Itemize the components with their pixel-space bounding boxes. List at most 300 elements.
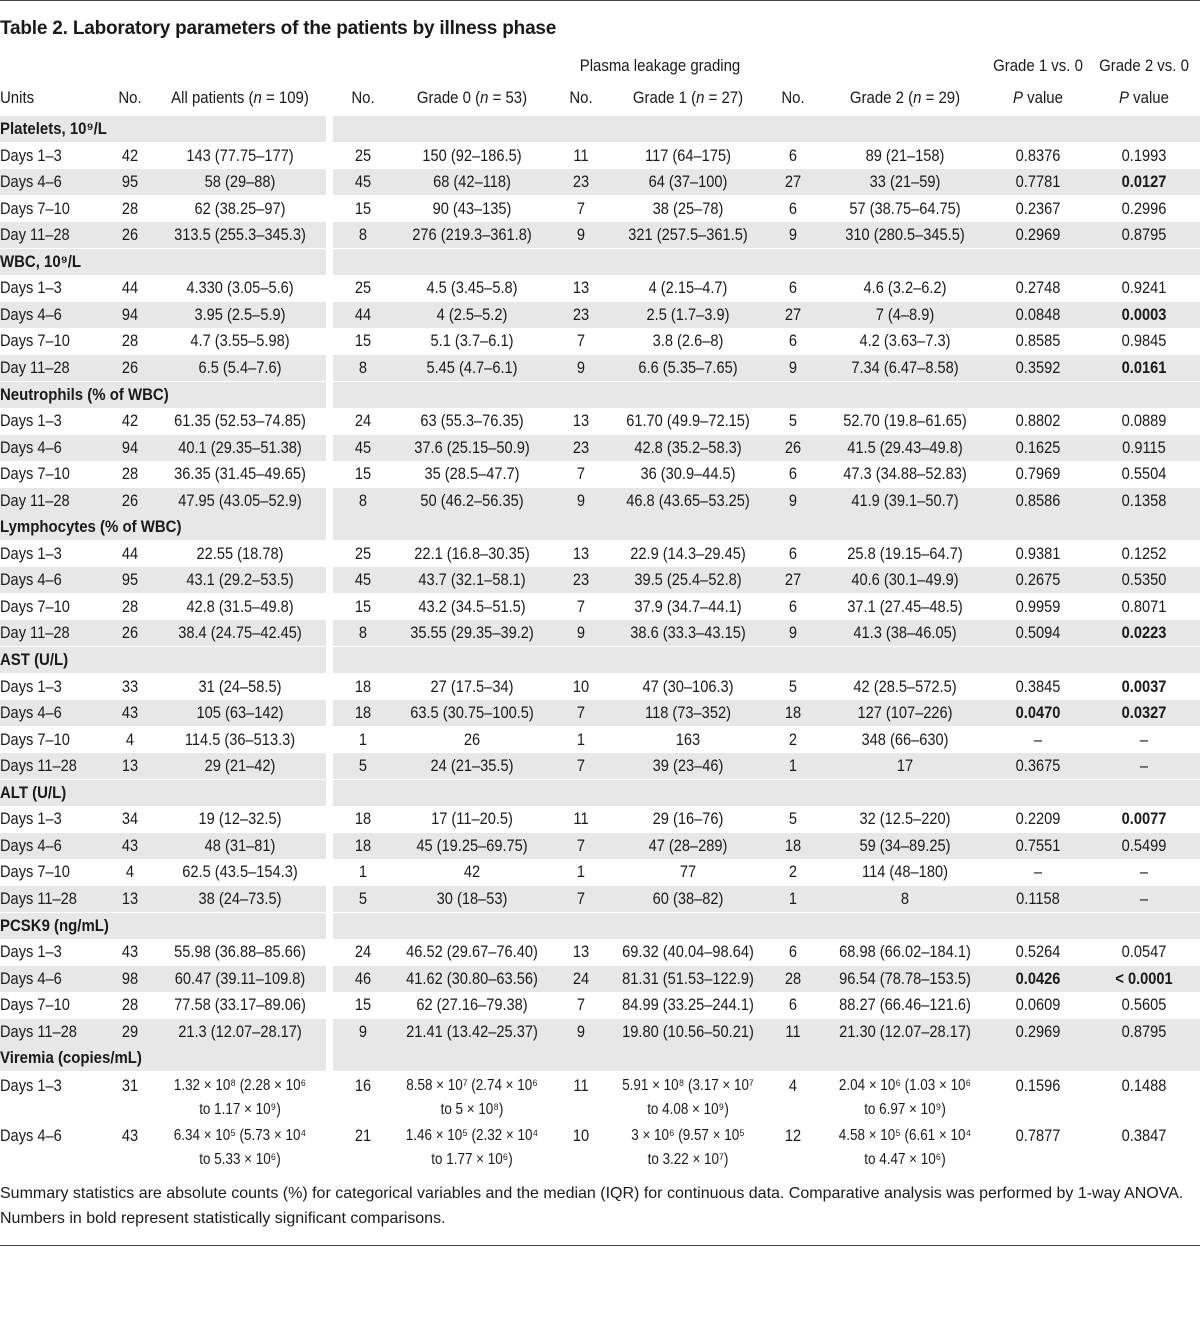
cell-p1: 0.7551 <box>1015 835 1061 855</box>
cell-all: 31 (24–58.5) <box>198 676 282 696</box>
table-footnote: Summary statistics are absolute counts (%) for categorical variables and the median (IQR) for continuous data. Comparative analysis was performed by 1-way ANOVA. Numbers in bold represent statistically significant comparisons. <box>0 1185 1184 1227</box>
cell-n0: 15 <box>354 596 372 616</box>
cell-p2: – <box>1139 888 1149 908</box>
cell-p2: 0.5499 <box>1121 835 1167 855</box>
table-row <box>0 488 1200 514</box>
cell-p2: – <box>1139 729 1149 749</box>
cell-n1: 23 <box>572 570 590 590</box>
row-shading <box>983 780 1200 806</box>
cell-all: 143 (77.75–177) <box>186 145 294 165</box>
cell-g2: 57 (38.75–64.75) <box>849 198 961 218</box>
cell-g1-1: 5.91 × 10⁸ (3.17 × 10⁷ <box>622 1076 754 1094</box>
cell-all: 40.1 (29.35–51.38) <box>178 437 302 457</box>
cell-g2-2: to 4.47 × 10⁶) <box>864 1150 946 1168</box>
cell-g1: 19.80 (10.56–50.21) <box>622 1021 754 1041</box>
cell-p1: 0.7877 <box>1015 1125 1061 1145</box>
cell-n0: 24 <box>354 411 372 431</box>
cell-label: Days 7–10 <box>0 596 70 616</box>
table-row <box>0 328 1200 354</box>
cell-g2-2: to 6.97 × 10⁹) <box>864 1100 946 1118</box>
table-row <box>0 966 1200 992</box>
cell-n2: 9 <box>788 225 798 245</box>
cell-p2: 0.0547 <box>1121 942 1167 962</box>
cell-n0: 8 <box>358 623 368 643</box>
cell-p2: 0.0077 <box>1121 809 1167 829</box>
cell-n2: 27 <box>784 172 802 192</box>
cell-g2: 88.27 (66.46–121.6) <box>839 995 971 1015</box>
cell-n-all: 43 <box>121 703 139 723</box>
cell-g2: 127 (107–226) <box>857 703 953 723</box>
cell-n-all: 13 <box>121 888 139 908</box>
cell-n1: 11 <box>573 145 589 165</box>
cell-p2: 0.9241 <box>1121 278 1167 298</box>
cell-n0: 15 <box>354 331 372 351</box>
cell-n0: 45 <box>354 172 372 192</box>
cell-all-2: to 1.17 × 10⁹) <box>199 1100 281 1118</box>
cell-g0-1: 1.46 × 10⁵ (2.32 × 10⁴ <box>405 1126 539 1144</box>
cell-g2: 21.30 (12.07–28.17) <box>839 1021 971 1041</box>
cell-label: Days 11–28 <box>0 756 77 776</box>
cell-g1: 61.70 (49.9–72.15) <box>626 411 750 431</box>
cell-n0: 15 <box>354 198 372 218</box>
no-header-grade1: No. <box>569 88 593 107</box>
cell-p2: 0.1252 <box>1121 543 1167 563</box>
cell-n-all: 98 <box>121 968 139 988</box>
cell-g2: 114 (48–180) <box>862 862 948 882</box>
cell-g0-2: to 1.77 × 10⁶) <box>431 1150 513 1168</box>
cell-g2: 32 (12.5–220) <box>859 809 951 829</box>
cell-p1: 0.1158 <box>1016 888 1060 908</box>
cell-n-all: 34 <box>121 809 139 829</box>
cell-n2: 9 <box>788 357 798 377</box>
cell-n2: 1 <box>788 756 798 776</box>
cell-label: Days 7–10 <box>0 198 70 218</box>
cell-p2: – <box>1139 862 1149 882</box>
table-row <box>0 302 1200 328</box>
cell-g1: 2.5 (1.7–3.9) <box>646 304 730 324</box>
cell-g0: 30 (18–53) <box>436 888 508 908</box>
group-header <box>0 1045 1200 1071</box>
table-row <box>0 727 1200 753</box>
cell-g2: 59 (34–89.25) <box>859 835 951 855</box>
cell-g2: 37.1 (27.45–48.5) <box>847 596 963 616</box>
cell-n1: 13 <box>572 942 590 962</box>
cell-p1: 0.2209 <box>1015 809 1061 829</box>
cell-g1: 39.5 (25.4–52.8) <box>634 570 742 590</box>
cell-n-all: 95 <box>121 570 139 590</box>
cell-n1: 7 <box>576 331 586 351</box>
cell-all: 3.95 (2.5–5.9) <box>194 304 286 324</box>
cell-n0: 25 <box>354 278 372 298</box>
cell-label: Days 11–28 <box>0 888 77 908</box>
cell-g1: 77 <box>679 862 697 882</box>
table-row <box>0 859 1200 885</box>
group-header <box>0 647 1200 673</box>
group-header <box>0 780 1200 806</box>
cell-p2: 0.0223 <box>1121 623 1167 643</box>
cell-n2: 6 <box>788 331 798 351</box>
cell-n0: 15 <box>354 995 372 1015</box>
row-shading <box>983 116 1200 142</box>
cell-n-all: 29 <box>121 1021 139 1041</box>
table-row <box>0 143 1200 169</box>
cell-g0: 27 (17.5–34) <box>430 676 514 696</box>
cell-n1: 7 <box>576 596 586 616</box>
cell-label: Days 4–6 <box>0 835 62 855</box>
cell-label: Days 4–6 <box>0 172 62 192</box>
cell-g2: 7 (4–8.9) <box>875 304 935 324</box>
group-header <box>0 913 1200 939</box>
cell-n-all: 28 <box>121 198 139 218</box>
cell-g0: 22.1 (16.8–30.35) <box>414 543 530 563</box>
cell-label: Days 7–10 <box>0 331 70 351</box>
cell-label: Day 11–28 <box>0 357 70 377</box>
cell-p2: – <box>1139 756 1149 776</box>
cell-n1: 11 <box>573 1075 589 1095</box>
cell-all: 61.35 (52.53–74.85) <box>174 411 306 431</box>
cell-g2: 8 <box>900 888 910 908</box>
table-row <box>0 408 1200 434</box>
row-shading <box>983 382 1200 408</box>
cell-p2: < 0.0001 <box>1115 968 1173 988</box>
cell-g0: 4.5 (3.45–5.8) <box>426 278 518 298</box>
table-row <box>0 992 1200 1018</box>
cell-n0: 44 <box>354 304 372 324</box>
cell-g2: 52.70 (19.8–61.65) <box>843 411 967 431</box>
cell-all: 62 (38.25–97) <box>194 198 286 218</box>
cell-n0: 8 <box>358 225 368 245</box>
cell-n2: 28 <box>784 968 802 988</box>
cell-g1: 69.32 (40.04–98.64) <box>622 942 754 962</box>
cell-n1: 7 <box>576 888 586 908</box>
cell-label: Day 11–28 <box>0 490 70 510</box>
cell-label: Days 11–28 <box>0 1021 77 1041</box>
row-shading <box>983 913 1200 939</box>
cell-g0: 35.55 (29.35–39.2) <box>410 623 534 643</box>
cell-g1: 46.8 (43.65–53.25) <box>626 490 750 510</box>
cell-p2: 0.0161 <box>1121 357 1167 377</box>
cell-n1: 9 <box>576 490 586 510</box>
cell-label: Days 4–6 <box>0 968 62 988</box>
cell-p1: 0.2367 <box>1015 198 1061 218</box>
cell-g0: 150 (92–186.5) <box>422 145 522 165</box>
cell-n-all: 4 <box>125 862 135 882</box>
cell-g1: 60 (38–82) <box>652 888 724 908</box>
grade1-header: Grade 1 (n = 27) <box>632 88 744 107</box>
cell-g0: 43.7 (32.1–58.1) <box>418 570 526 590</box>
p-value-header-2: P value <box>1119 88 1169 107</box>
grade2-vs0-header: Grade 2 vs. 0 <box>1099 56 1189 75</box>
table-row <box>0 1019 1200 1045</box>
cell-g1: 47 (30–106.3) <box>642 676 734 696</box>
cell-n1: 24 <box>572 968 590 988</box>
cell-label: Days 1–3 <box>0 676 62 696</box>
cell-p2: 0.1488 <box>1121 1075 1167 1095</box>
cell-g2: 41.3 (38–46.05) <box>853 623 957 643</box>
cell-label: Days 4–6 <box>0 570 62 590</box>
cell-n-all: 95 <box>121 172 139 192</box>
cell-label: Day 11–28 <box>0 225 70 245</box>
cell-p1: – <box>1033 862 1043 882</box>
table-row <box>0 222 1200 248</box>
cell-n-all: 94 <box>121 437 139 457</box>
cell-n-all: 26 <box>121 623 139 643</box>
cell-p1: 0.2675 <box>1015 570 1061 590</box>
cell-n1: 9 <box>576 225 586 245</box>
cell-all: 4.7 (3.55–5.98) <box>190 331 290 351</box>
cell-g1: 321 (257.5–361.5) <box>628 225 748 245</box>
cell-n1: 13 <box>572 543 590 563</box>
cell-all: 36.35 (31.45–49.65) <box>174 464 306 484</box>
cell-n-all: 42 <box>121 145 139 165</box>
cell-p1: 0.3675 <box>1015 756 1061 776</box>
cell-n0: 18 <box>354 809 372 829</box>
row-shading <box>983 1045 1200 1071</box>
cell-g0: 21.41 (13.42–25.37) <box>406 1021 538 1041</box>
cell-g1: 3.8 (2.6–8) <box>652 331 724 351</box>
cell-n-all: 94 <box>121 304 139 324</box>
cell-n0: 1 <box>358 862 368 882</box>
cell-all-1: 6.34 × 10⁵ (5.73 × 10⁴ <box>173 1126 307 1144</box>
cell-g1: 163 <box>675 729 701 749</box>
cell-p1: 0.0470 <box>1015 703 1061 723</box>
cell-g1: 29 (16–76) <box>652 809 724 829</box>
cell-n2: 5 <box>788 676 798 696</box>
bottom-rule <box>0 1245 1200 1246</box>
cell-p1: 0.8585 <box>1015 331 1061 351</box>
cell-n-all: 28 <box>121 995 139 1015</box>
table-row <box>0 196 1200 222</box>
cell-p2: 0.5350 <box>1121 570 1167 590</box>
cell-label: Days 1–3 <box>0 145 62 165</box>
cell-p1: 0.7781 <box>1015 172 1061 192</box>
cell-p1: 0.0848 <box>1015 304 1061 324</box>
cell-all: 105 (63–142) <box>196 703 284 723</box>
grade2-header: Grade 2 (n = 29) <box>849 88 961 107</box>
cell-n2: 18 <box>784 835 802 855</box>
cell-n-all: 28 <box>121 331 139 351</box>
cell-p2: 0.8795 <box>1121 1021 1167 1041</box>
units-header: Units <box>0 88 35 107</box>
cell-n1: 13 <box>572 411 590 431</box>
cell-g1-2: to 3.22 × 10⁷) <box>647 1150 729 1168</box>
table-row <box>0 1123 1200 1173</box>
cell-g1: 64 (37–100) <box>648 172 728 192</box>
cell-n2: 6 <box>788 145 798 165</box>
cell-g1: 47 (28–289) <box>648 835 728 855</box>
cell-n2: 4 <box>788 1075 798 1095</box>
cell-p1: 0.2969 <box>1015 1021 1061 1041</box>
cell-label: Days 1–3 <box>0 942 62 962</box>
table-row <box>0 700 1200 726</box>
cell-p1: 0.8586 <box>1015 490 1061 510</box>
cell-g1: 42.8 (35.2–58.3) <box>634 437 742 457</box>
cell-all: 4.330 (3.05–5.6) <box>186 278 294 298</box>
cell-g2: 68.98 (66.02–184.1) <box>839 942 971 962</box>
cell-p2: 0.1993 <box>1121 145 1167 165</box>
cell-g1: 84.99 (33.25–244.1) <box>622 995 754 1015</box>
cell-n1: 10 <box>572 676 590 696</box>
cell-n0: 45 <box>354 570 372 590</box>
cell-g0: 46.52 (29.67–76.40) <box>406 942 538 962</box>
no-header-grade2: No. <box>781 88 805 107</box>
cell-n2: 2 <box>788 862 798 882</box>
group-name: WBC, 10⁹/L <box>0 251 82 271</box>
group-header <box>0 514 1200 540</box>
cell-g0: 50 (46.2–56.35) <box>420 490 524 510</box>
cell-n2: 6 <box>788 543 798 563</box>
cell-n0: 46 <box>354 968 372 988</box>
cell-p2: 0.0037 <box>1121 676 1167 696</box>
cell-g1: 36 (30.9–44.5) <box>640 464 736 484</box>
group-header <box>0 382 1200 408</box>
cell-n-all: 44 <box>121 543 139 563</box>
cell-p2: 0.1358 <box>1121 490 1167 510</box>
table-row <box>0 753 1200 779</box>
cell-g2: 310 (280.5–345.5) <box>845 225 965 245</box>
grade0-header: Grade 0 (n = 53) <box>416 88 528 107</box>
cell-g0: 5.1 (3.7–6.1) <box>430 331 514 351</box>
plasma-leakage-grading-header: Plasma leakage grading <box>579 56 741 75</box>
cell-n-all: 28 <box>121 596 139 616</box>
cell-g0: 45 (19.25–69.75) <box>416 835 528 855</box>
cell-n2: 6 <box>788 942 798 962</box>
cell-g2: 17 <box>896 756 914 776</box>
cell-g2: 348 (66–630) <box>861 729 949 749</box>
cell-n2: 6 <box>788 464 798 484</box>
cell-g0: 62 (27.16–79.38) <box>416 995 528 1015</box>
cell-p1: 0.0426 <box>1015 968 1061 988</box>
cell-p1: 0.8802 <box>1015 411 1061 431</box>
cell-label: Days 7–10 <box>0 729 70 749</box>
table-row <box>0 886 1200 912</box>
cell-n0: 21 <box>354 1125 372 1145</box>
cell-p2: 0.9845 <box>1121 331 1167 351</box>
cell-label: Days 1–3 <box>0 278 62 298</box>
cell-n0: 24 <box>354 942 372 962</box>
group-header <box>0 116 1200 142</box>
cell-n0: 25 <box>354 145 372 165</box>
cell-all: 55.98 (36.88–85.66) <box>174 942 306 962</box>
cell-all: 48 (31–81) <box>204 835 276 855</box>
cell-all: 38.4 (24.75–42.45) <box>178 623 302 643</box>
cell-n0: 18 <box>354 835 372 855</box>
row-shading <box>983 514 1200 540</box>
cell-n2: 26 <box>784 437 802 457</box>
table-row <box>0 435 1200 461</box>
cell-g0-2: to 5 × 10⁸) <box>440 1100 504 1118</box>
cell-n2: 1 <box>788 888 798 908</box>
cell-n-all: 4 <box>125 729 135 749</box>
cell-n-all: 26 <box>121 357 139 377</box>
cell-n-all: 43 <box>121 942 139 962</box>
cell-n1: 7 <box>576 995 586 1015</box>
cell-g1-2: to 4.08 × 10⁹) <box>647 1100 729 1118</box>
cell-n0: 25 <box>354 543 372 563</box>
cell-n2: 6 <box>788 596 798 616</box>
cell-p1: 0.0609 <box>1015 995 1061 1015</box>
cell-g1: 22.9 (14.3–29.45) <box>630 543 746 563</box>
cell-label: Days 4–6 <box>0 1125 62 1145</box>
group-name: Viremia (copies/mL) <box>0 1048 142 1068</box>
table-row <box>0 806 1200 832</box>
cell-g1: 117 (64–175) <box>645 145 731 165</box>
cell-p2: 0.5605 <box>1121 995 1167 1015</box>
cell-label: Days 1–3 <box>0 543 62 563</box>
cell-n1: 11 <box>573 809 589 829</box>
cell-p1: 0.9381 <box>1015 543 1061 563</box>
cell-label: Days 7–10 <box>0 995 70 1015</box>
cell-n1: 23 <box>572 437 590 457</box>
cell-p1: 0.3592 <box>1015 357 1061 377</box>
cell-n2: 18 <box>784 703 802 723</box>
cell-p1: 0.2748 <box>1015 278 1061 298</box>
row-shading <box>983 249 1200 275</box>
cell-all: 60.47 (39.11–109.8) <box>174 968 306 988</box>
cell-n1: 7 <box>576 756 586 776</box>
cell-n2: 27 <box>784 304 802 324</box>
cell-g0: 63.5 (30.75–100.5) <box>410 703 534 723</box>
table-row <box>0 355 1200 381</box>
table-row <box>0 594 1200 620</box>
cell-g0: 43.2 (34.5–51.5) <box>418 596 526 616</box>
cell-g1: 38.6 (33.3–43.15) <box>630 623 746 643</box>
table-row <box>0 620 1200 646</box>
cell-n0: 45 <box>354 437 372 457</box>
cell-p1: – <box>1033 729 1043 749</box>
group-header <box>0 249 1200 275</box>
cell-n-all: 33 <box>121 676 139 696</box>
cell-all: 21.3 (12.07–28.17) <box>178 1021 302 1041</box>
cell-g2: 41.9 (39.1–50.7) <box>851 490 959 510</box>
cell-n0: 18 <box>354 676 372 696</box>
cell-n2: 9 <box>788 490 798 510</box>
cell-g1: 118 (73–352) <box>645 703 731 723</box>
cell-n0: 5 <box>358 888 368 908</box>
cell-n1: 1 <box>576 862 586 882</box>
cell-n1: 7 <box>576 464 586 484</box>
cell-g2: 47.3 (34.88–52.83) <box>843 464 967 484</box>
cell-all: 114.5 (36–513.3) <box>184 729 296 749</box>
cell-all: 58 (29–88) <box>204 172 276 192</box>
cell-all: 38 (24–73.5) <box>198 888 282 908</box>
group-name: PCSK9 (ng/mL) <box>0 915 109 935</box>
cell-label: Days 7–10 <box>0 862 70 882</box>
cell-n1: 10 <box>572 1125 590 1145</box>
cell-n1: 1 <box>576 729 586 749</box>
table-row <box>0 674 1200 700</box>
cell-n2: 12 <box>784 1125 802 1145</box>
group-name: AST (U/L) <box>0 650 69 669</box>
cell-p1: 0.5264 <box>1015 942 1061 962</box>
cell-all: 6.5 (5.4–7.6) <box>198 357 282 377</box>
cell-n1: 7 <box>576 703 586 723</box>
cell-n2: 27 <box>784 570 802 590</box>
table-row <box>0 1073 1200 1123</box>
cell-p1: 0.5094 <box>1015 623 1061 643</box>
cell-g2: 7.34 (6.47–8.58) <box>851 357 959 377</box>
cell-n2: 6 <box>788 995 798 1015</box>
cell-p2: 0.0127 <box>1121 172 1167 192</box>
cell-p2: 0.5504 <box>1121 464 1167 484</box>
cell-p1: 0.1596 <box>1015 1075 1061 1095</box>
cell-n0: 1 <box>358 729 368 749</box>
cell-g1: 37.9 (34.7–44.1) <box>634 596 742 616</box>
no-header-all: No. <box>118 88 142 107</box>
cell-n0: 9 <box>358 1021 368 1041</box>
cell-g0: 4 (2.5–5.2) <box>436 304 508 324</box>
group-name: ALT (U/L) <box>0 782 67 802</box>
